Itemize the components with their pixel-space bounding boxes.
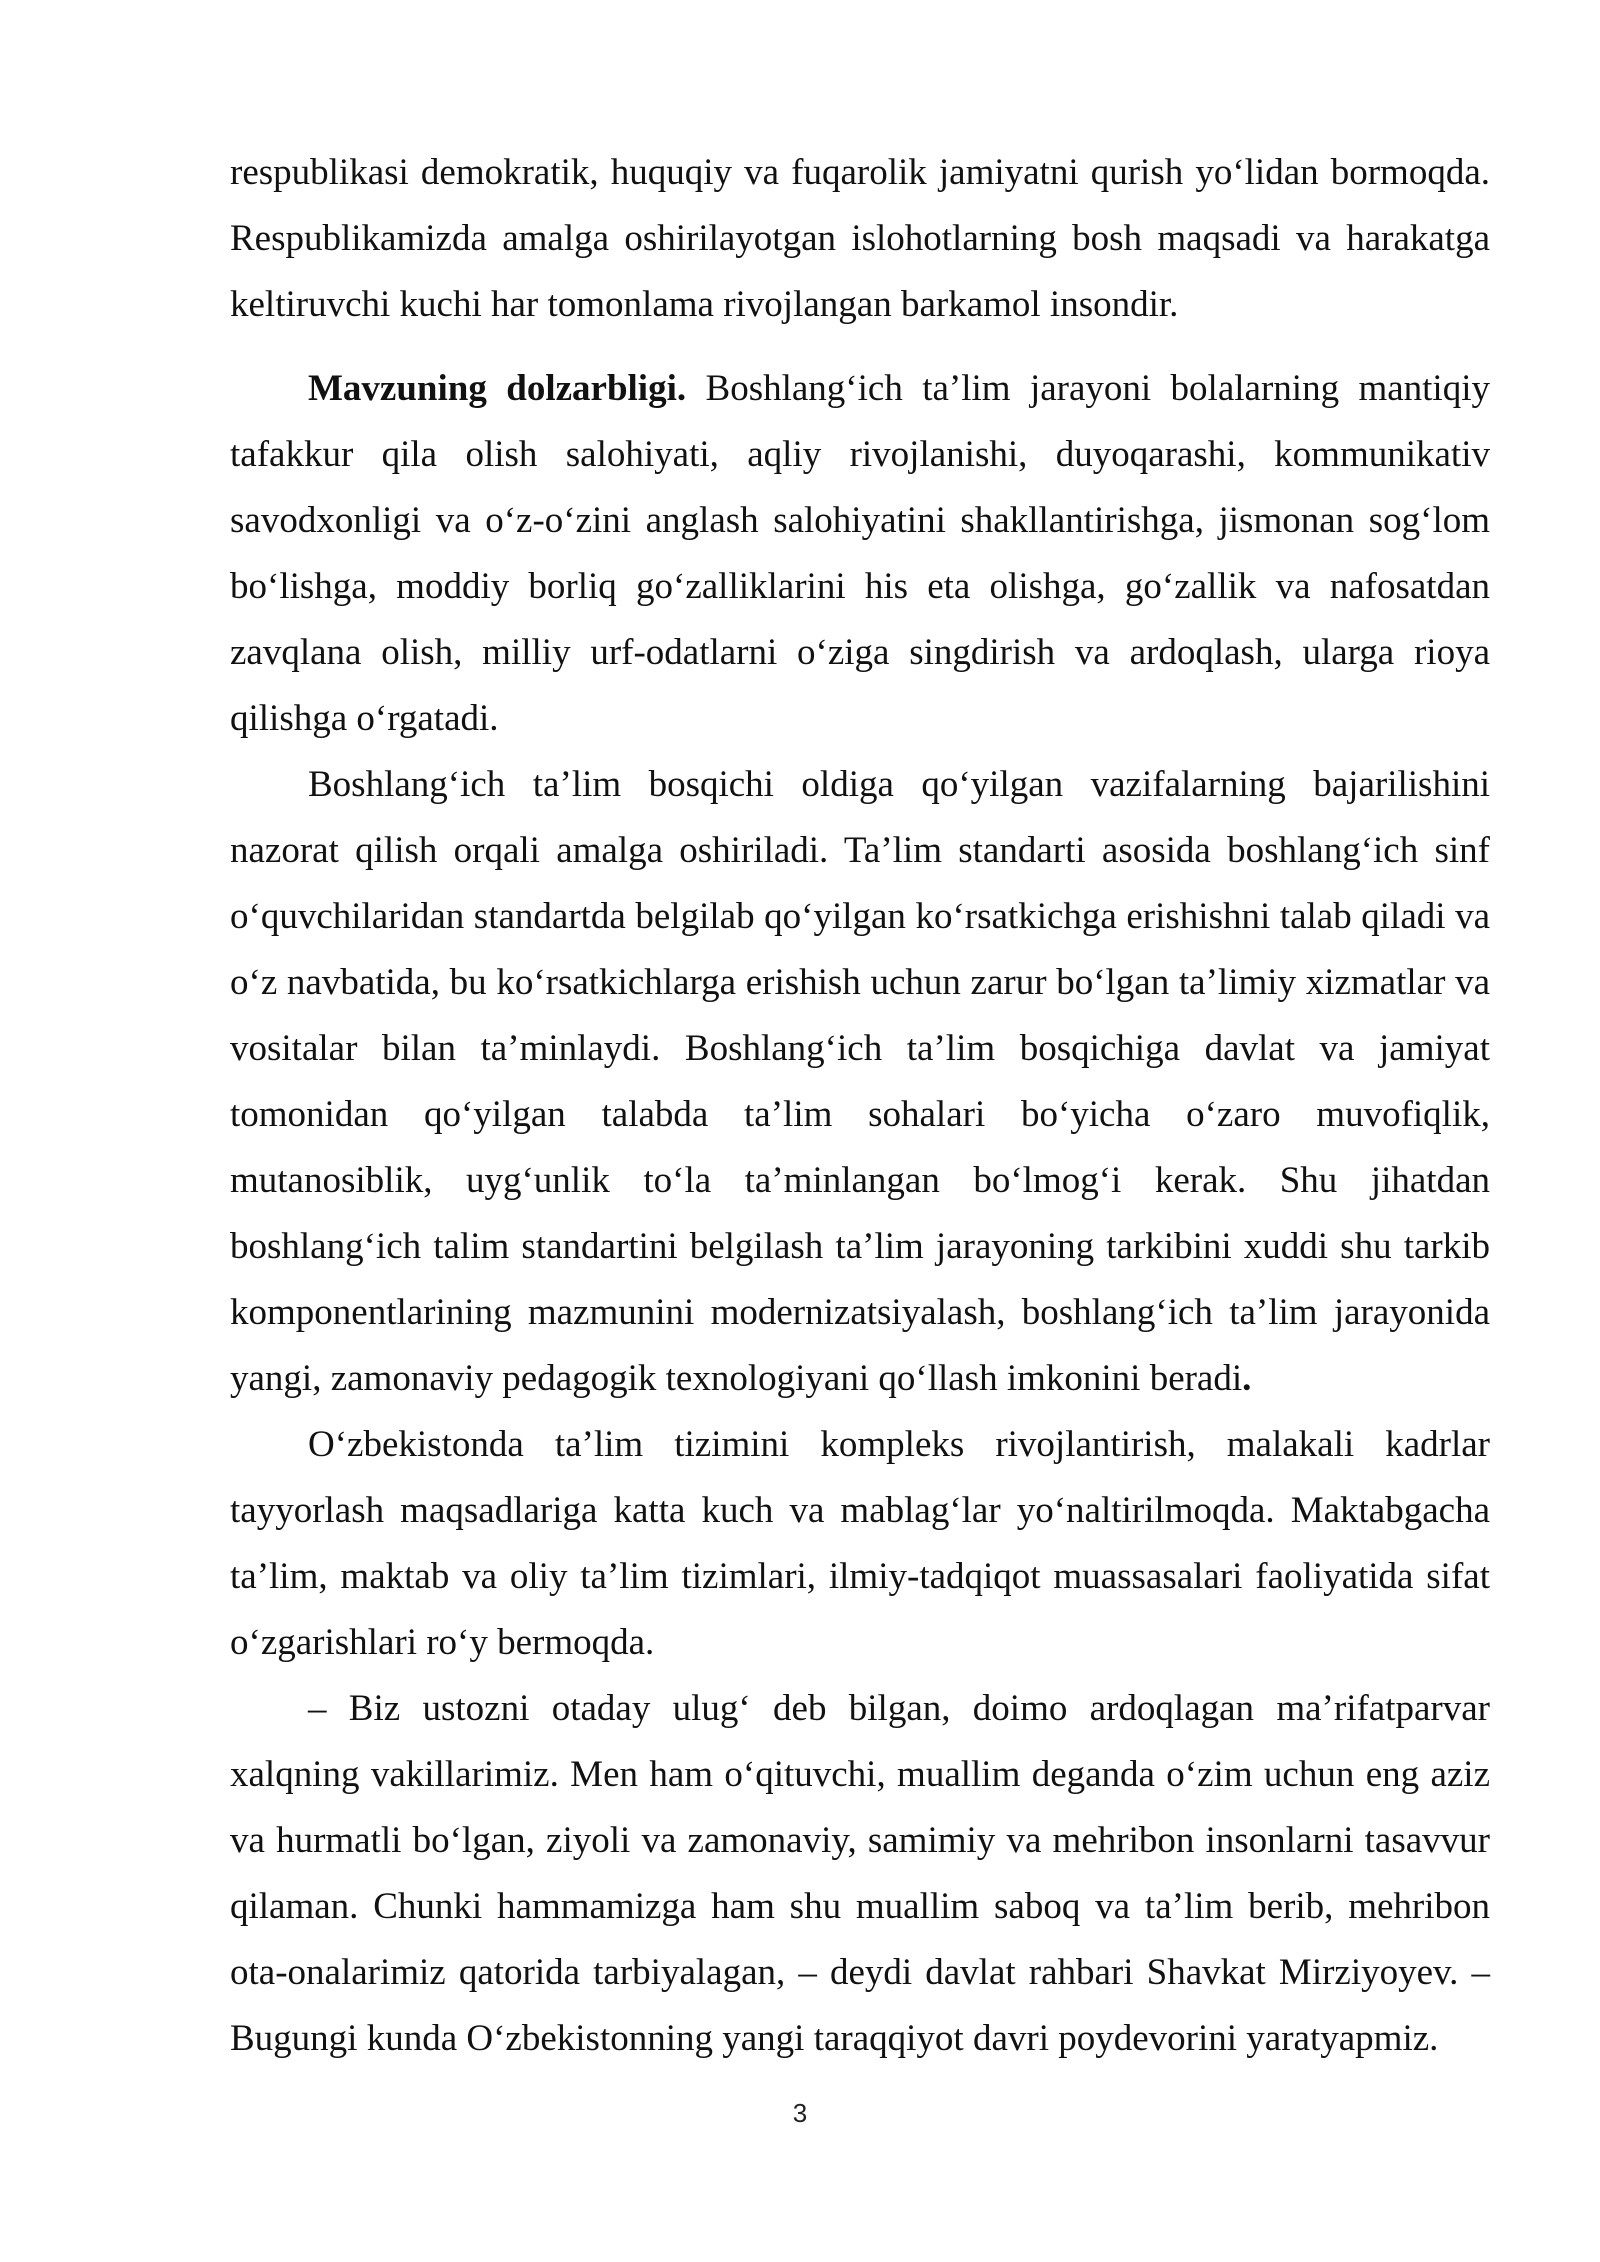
paragraph-quote: – Biz ustozni otaday ulug‘ deb bilgan, doimo ardoqlagan ma’rifatparvar xalqning vakillarimiz. Men ham o‘qituvchi, muallim deganda o‘zim uchun eng aziz va hurmatli bo‘lgan, ziyoli va zamonaviy, samimiy va mehribon insonlarni tasavvur qilaman. Chunki hammamizga ham shu muallim saboq va ta’lim berib, mehribon ota-onalarimiz qatorida tarbiyalagan, – deydi davlat rahbari Shavkat Mirziyoyev. – Bugungi kunda O‘zbekistonning yangi taraqqiyot davri poydevorini yaratyapmiz.: [230, 1688, 1490, 2059]
paragraph-primary-education-stage: [230, 752, 1490, 1412]
page-number: 3: [792, 2098, 808, 2128]
section-heading-relevance: Mavzuning dolzarbligi.: [308, 368, 687, 409]
paragraph-relevance: [230, 356, 1490, 752]
paragraph-intro: respublikasi demokratik, huquqiy va fuqarolik jamiyatni qurish yo‘lidan bormoqda. Respublikamizda amalga oshirilayotgan islohotlarning bosh maqsadi va harakatga keltiruvchi kuchi har tomonlama rivojlangan barkamol insondir.: [230, 152, 1490, 325]
paragraph-education-system: O‘zbekistonda ta’lim tizimini kompleks rivojlantirish, malakali kadrlar tayyorlash maqsadlariga katta kuch va mablag‘lar yo‘naltirilmoqda. Maktabgacha ta’lim, maktab va oliy ta’lim tizimlari, ilmiy-tadqiqot muassasalari faoliyatida sifat o‘zgarishlari ro‘y bermoqda.: [230, 1424, 1490, 1663]
paragraph-relevance-text: Boshlang‘ich ta’lim jarayoni bolalarning mantiqiy tafakkur qila olish salohiyati, aqliy rivojlanishi, duyoqarashi, kommunikativ savodxonligi va o‘z-o‘zini anglash salohiyatini shakllantirishga, jismonan sog‘lom bo‘lishga, moddiy borliq go‘zalliklarini his eta olishga, go‘zallik va nafosatdan zavqlana olish, milliy urf-odatlarni o‘ziga singdirish va ardoqlash, ularga rioya qilishga o‘rgatadi.: [230, 368, 1490, 739]
paragraph-primary-education-stage-period: .: [1242, 1358, 1252, 1399]
document-body: [230, 140, 1490, 2072]
paragraph-primary-education-stage-text: Boshlang‘ich ta’lim bosqichi oldiga qo‘yilgan vazifalarning bajarilishini nazorat qilish orqali amalga oshiriladi. Ta’lim standarti asosida boshlang‘ich sinf o‘quvchilaridan standartda belgilab qo‘yilgan ko‘rsatkichga erishishni talab qiladi va o‘z navbatida, bu ko‘rsatkichlarga erishish uchun zarur bo‘lgan ta’limiy xizmatlar va vositalar bilan ta’minlaydi. Boshlang‘ich ta’lim bosqichiga davlat va jamiyat tomonidan qo‘yilgan talabda ta’lim sohalari bo‘yicha o‘zaro muvofiqlik, mutanosiblik, uyg‘unlik to‘la ta’minlangan bo‘lmog‘i kerak. Shu jihatdan boshlang‘ich talim standartini belgilash ta’lim jarayoning tarkibini xuddi shu tarkib komponentlarining mazmunini modernizatsiyalash, boshlang‘ich ta’lim jarayonida yangi, zamonaviy pedagogik texnologiyani qo‘llash imkonini beradi: [230, 764, 1490, 1399]
